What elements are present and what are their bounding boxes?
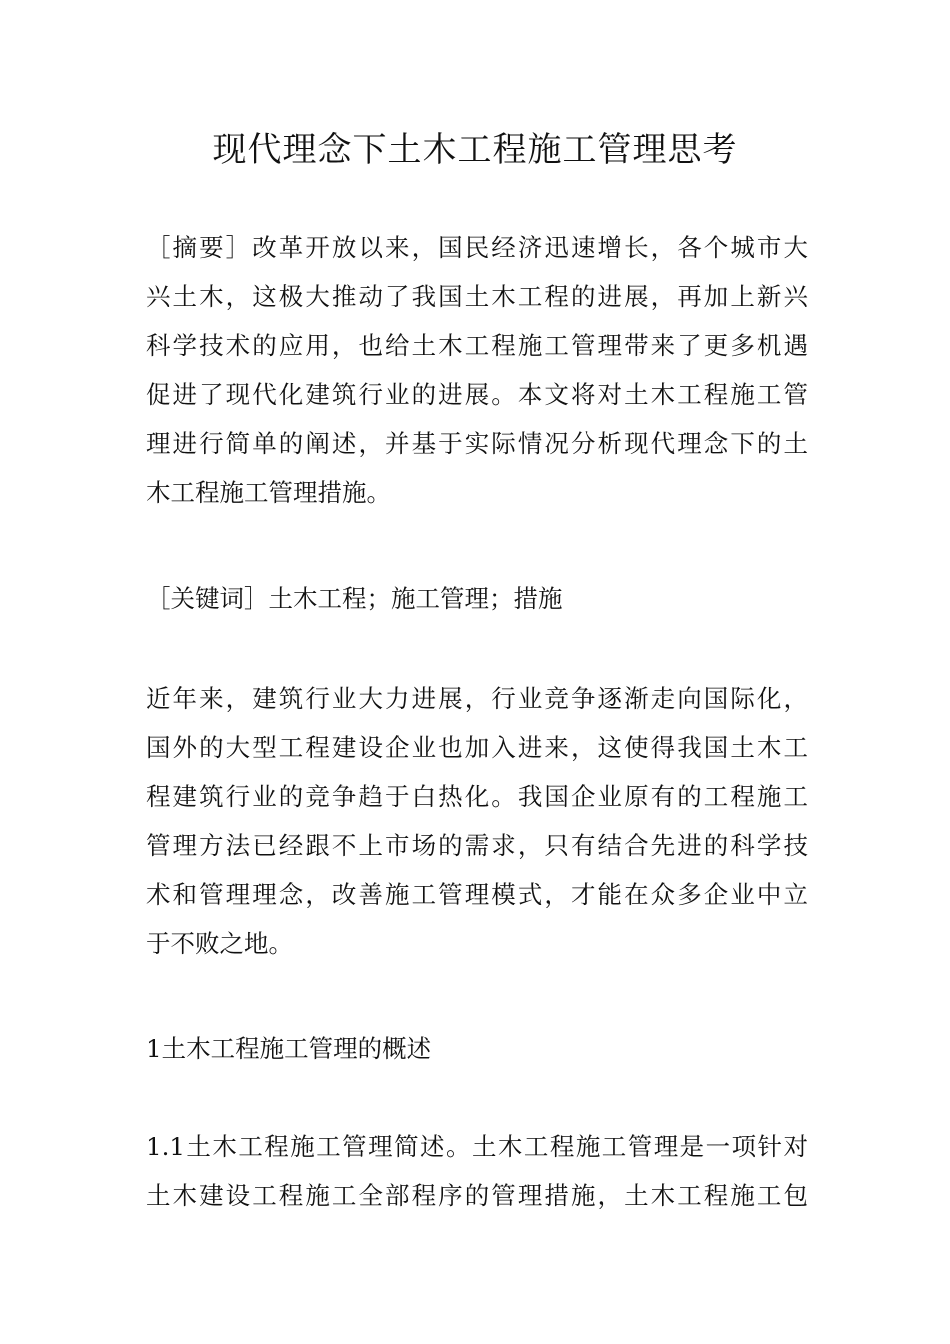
keywords-line: ［关键词］土木工程；施工管理；措施 bbox=[146, 584, 563, 613]
section-1-1-paragraph bbox=[146, 1122, 808, 1220]
intro-line: 近年来，建筑行业大力进展，行业竞争逐渐走向国际化， bbox=[146, 684, 808, 713]
document-title: 现代理念下土木工程施工管理思考 bbox=[212, 130, 738, 170]
abstract-line: 科学技术的应用，也给土木工程施工管理带来了更多机遇 bbox=[146, 331, 808, 360]
intro-line: 管理方法已经跟不上市场的需求，只有结合先进的科学技 bbox=[146, 831, 808, 860]
intro-line: 国外的大型工程建设企业也加入进来，这使得我国土木工 bbox=[146, 733, 808, 762]
abstract-paragraph bbox=[146, 223, 808, 517]
section-heading-text: 1土木工程施工管理的概述 bbox=[146, 1034, 432, 1063]
intro-line: 术和管理理念，改善施工管理模式，才能在众多企业中立 bbox=[146, 880, 808, 909]
abstract-line: 兴土木，这极大推动了我国土木工程的进展，再加上新兴 bbox=[146, 282, 808, 311]
abstract-line: 促进了现代化建筑行业的进展。本文将对土木工程施工管 bbox=[146, 380, 808, 409]
section-1-heading bbox=[146, 1024, 808, 1073]
intro-paragraph bbox=[146, 674, 808, 968]
abstract-line: ［摘要］改革开放以来，国民经济迅速增长，各个城市大 bbox=[146, 233, 808, 262]
keywords-paragraph bbox=[146, 574, 808, 623]
abstract-line: 理进行简单的阐述，并基于实际情况分析现代理念下的土 bbox=[146, 429, 808, 458]
section-1-1-line: 土木建设工程施工全部程序的管理措施，土木工程施工包 bbox=[146, 1181, 808, 1210]
abstract-line: 木工程施工管理措施。 bbox=[146, 478, 391, 507]
section-1-1-line: 1.1土木工程施工管理简述。土木工程施工管理是一项针对 bbox=[146, 1132, 808, 1161]
intro-line: 于不败之地。 bbox=[146, 929, 293, 958]
intro-line: 程建筑行业的竞争趋于白热化。我国企业原有的工程施工 bbox=[146, 782, 808, 811]
